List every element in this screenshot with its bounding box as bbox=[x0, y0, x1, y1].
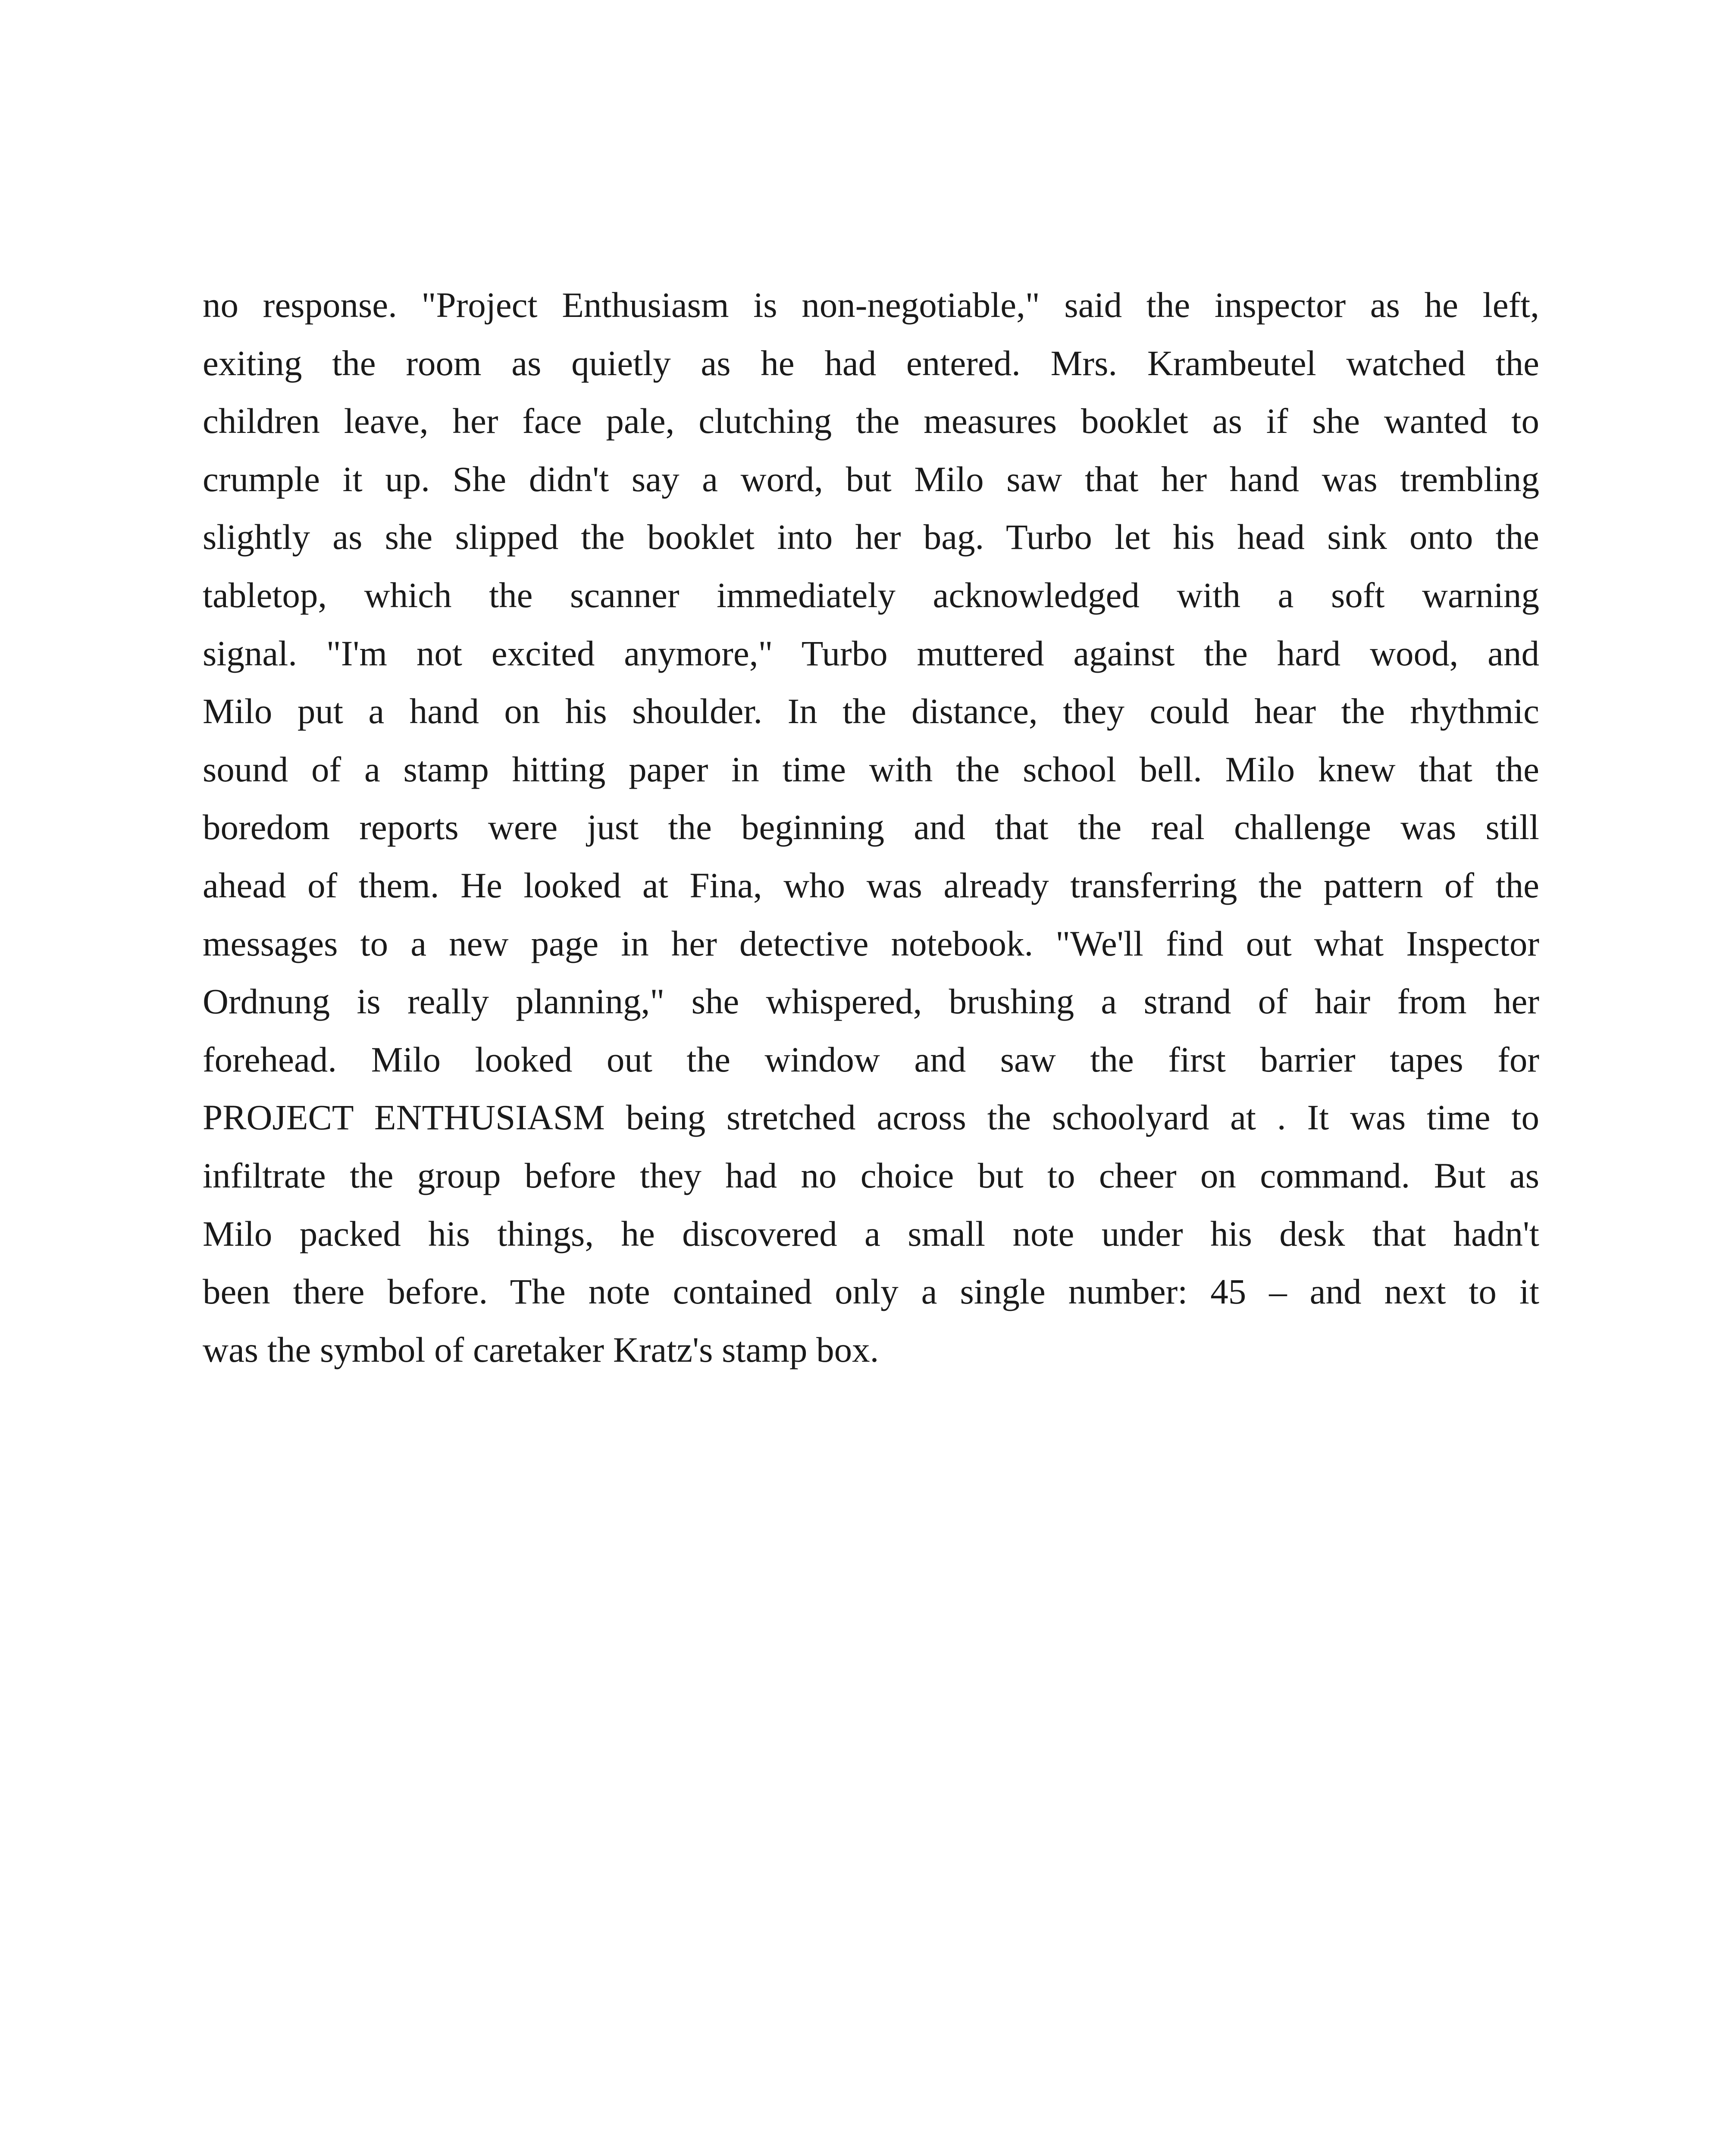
text-line: Milo put a hand on his shoulder. In the distance, they could hear the rhythmic bbox=[203, 691, 1539, 731]
text-line-last: was the symbol of caretaker Kratz's stamp box. bbox=[203, 1329, 879, 1369]
text-line: crumple it up. She didn't say a word, but Milo saw that her hand was trembling bbox=[203, 459, 1539, 499]
text-line: children leave, her face pale, clutching the measures booklet as if she wanted to bbox=[203, 401, 1539, 441]
text-line: messages to a new page in her detective notebook. "We'll find out what Inspector bbox=[203, 923, 1539, 963]
body-paragraph bbox=[203, 276, 1539, 1379]
text-line: signal. "I'm not excited anymore," Turbo muttered against the hard wood, and bbox=[203, 633, 1539, 673]
text-line: Ordnung is really planning," she whispered, brushing a strand of hair from her bbox=[203, 981, 1539, 1022]
text-line: ahead of them. He looked at Fina, who was already transferring the pattern of the bbox=[203, 865, 1539, 905]
text-line: Milo packed his things, he discovered a small note under his desk that hadn't bbox=[203, 1213, 1539, 1253]
text-line: forehead. Milo looked out the window and saw the first barrier tapes for bbox=[203, 1039, 1539, 1079]
text-line: slightly as she slipped the booklet into her bag. Turbo let his head sink onto the bbox=[203, 517, 1539, 557]
text-line: boredom reports were just the beginning and that the real challenge was still bbox=[203, 807, 1539, 847]
text-line: tabletop, which the scanner immediately acknowledged with a soft warning bbox=[203, 575, 1539, 615]
text-line: been there before. The note contained only a single number: 45 – and next to it bbox=[203, 1272, 1539, 1312]
text-line: exiting the room as quietly as he had entered. Mrs. Krambeutel watched the bbox=[203, 343, 1539, 383]
text-line: infiltrate the group before they had no choice but to cheer on command. But as bbox=[203, 1155, 1539, 1195]
text-line: PROJECT ENTHUSIASM being stretched across the schoolyard at . It was time to bbox=[203, 1097, 1539, 1138]
text-line: no response. "Project Enthusiasm is non-negotiable," said the inspector as he left, bbox=[203, 285, 1539, 325]
text-line: sound of a stamp hitting paper in time with the school bell. Milo knew that the bbox=[203, 749, 1539, 789]
